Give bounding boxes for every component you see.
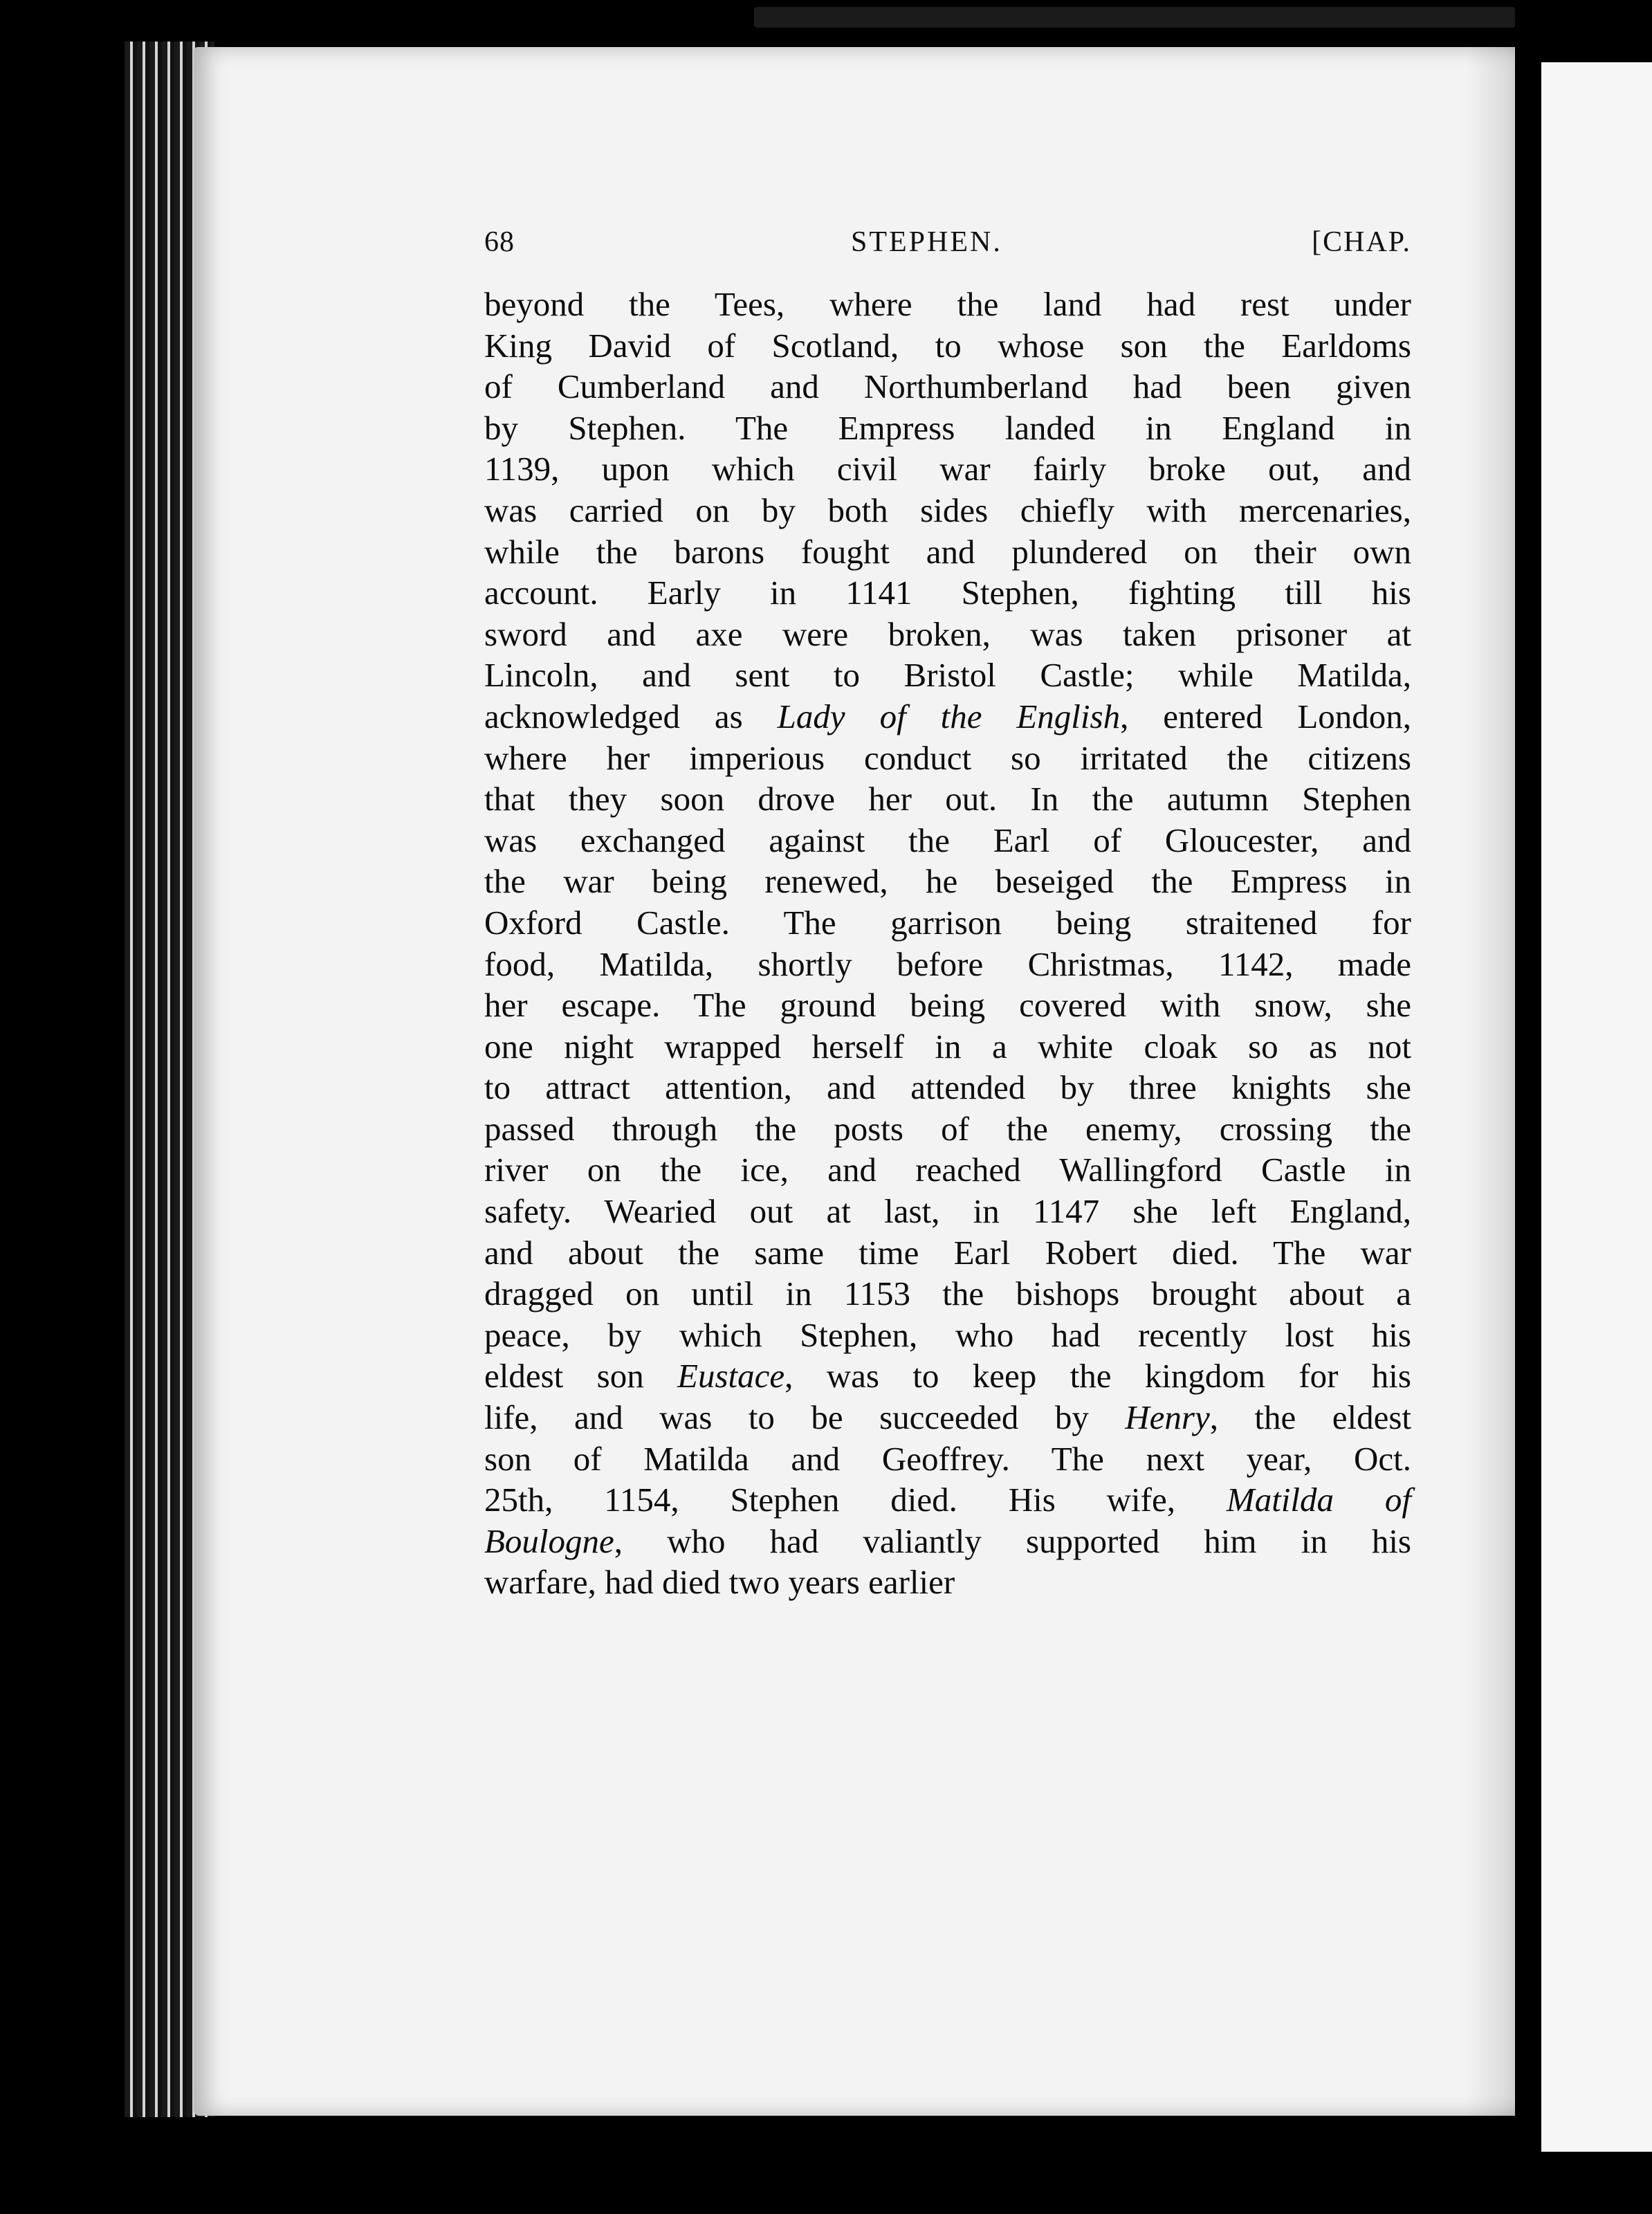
facing-page-edge xyxy=(1541,62,1652,2152)
text-line xyxy=(484,696,1411,738)
text-line xyxy=(484,1355,1411,1397)
text-line: where her imperious conduct so irritated the citizens xyxy=(484,738,1411,777)
gutter-shadow xyxy=(1467,47,1515,2116)
text-line: while the barons fought and plundered on their own xyxy=(484,532,1411,571)
text-line xyxy=(484,1397,1411,1438)
text-line: by Stephen. The Empress landed in England in xyxy=(484,408,1411,447)
italic-phrase: Matilda of xyxy=(1226,1481,1412,1519)
text-line: safety. Wearied out at last, in 1147 she left England, xyxy=(484,1192,1411,1231)
text-line: to attract attention, and attended by three knights she xyxy=(484,1068,1411,1107)
text-segment: 25th, 1154, Stephen died. His wife, xyxy=(484,1481,1175,1519)
text-line: river on the ice, and reached Wallingford Castle in xyxy=(484,1151,1411,1189)
italic-phrase: Boulogne xyxy=(484,1521,614,1560)
text-line: Oxford Castle. The garrison being straitened for xyxy=(484,903,1411,942)
text-line: was carried on by both sides chiefly with mercenaries, xyxy=(484,491,1411,529)
text-line: peace, by which Stephen, who had recently lost his xyxy=(484,1315,1411,1354)
text-segment: , entered London, xyxy=(1120,697,1412,735)
running-title: STEPHEN. xyxy=(851,226,1002,258)
text-line: beyond the Tees, where the land had rest under xyxy=(484,285,1411,323)
text-line: that they soon drove her out. In the autumn Stephen xyxy=(484,780,1411,818)
text-line: was exchanged against the Earl of Gloucester, and xyxy=(484,821,1411,859)
text-line: son of Matilda and Geoffrey. The next year, Oct. xyxy=(484,1439,1411,1478)
body-text xyxy=(484,284,1411,1603)
text-line: warfare, had died two years earlier xyxy=(484,1563,955,1602)
text-line xyxy=(484,1521,1411,1562)
text-segment: acknowledged as xyxy=(484,697,743,735)
italic-phrase: Lady of the English xyxy=(777,697,1121,735)
italic-phrase: Henry xyxy=(1125,1398,1210,1437)
text-segment: , the eldest xyxy=(1209,1398,1412,1437)
text-line: dragged on until in 1153 the bishops brought about a xyxy=(484,1274,1411,1313)
text-segment: life, and was to be succeeded by xyxy=(484,1398,1089,1437)
text-line: King David of Scotland, to whose son the Earldoms xyxy=(484,326,1411,365)
text-line: 1139, upon which civil war fairly broke out, and xyxy=(484,450,1411,488)
text-line: passed through the posts of the enemy, crossing the xyxy=(484,1109,1411,1148)
text-line: Lincoln, and sent to Bristol Castle; while Matilda, xyxy=(484,656,1411,695)
chapter-marker: [CHAP. xyxy=(1312,226,1411,258)
text-segment: eldest son xyxy=(484,1357,644,1396)
scan-top-edge xyxy=(754,7,1515,28)
text-line: of Cumberland and Northumberland had been given xyxy=(484,367,1411,406)
text-line: and about the same time Earl Robert died. The war xyxy=(484,1233,1411,1272)
text-line: sword and axe were broken, was taken prisoner at xyxy=(484,614,1411,653)
running-header xyxy=(484,226,1411,267)
text-line: account. Early in 1141 Stephen, fighting till his xyxy=(484,574,1411,612)
text-segment: , who had valiantly supported him in his xyxy=(614,1521,1411,1560)
text-line: the war being renewed, he beseiged the Empress in xyxy=(484,862,1411,901)
italic-phrase: Eustace xyxy=(677,1357,785,1396)
text-segment: , was to keep the kingdom for his xyxy=(784,1357,1411,1396)
page-number: 68 xyxy=(484,226,515,258)
text-line: one night wrapped herself in a white cloak so as not xyxy=(484,1027,1411,1065)
text-line: food, Matilda, shortly before Christmas, 1142, made xyxy=(484,944,1411,983)
text-line xyxy=(484,1479,1411,1521)
text-line: her escape. The ground being covered with snow, she xyxy=(484,986,1411,1025)
book-gutter xyxy=(1515,14,1541,2200)
